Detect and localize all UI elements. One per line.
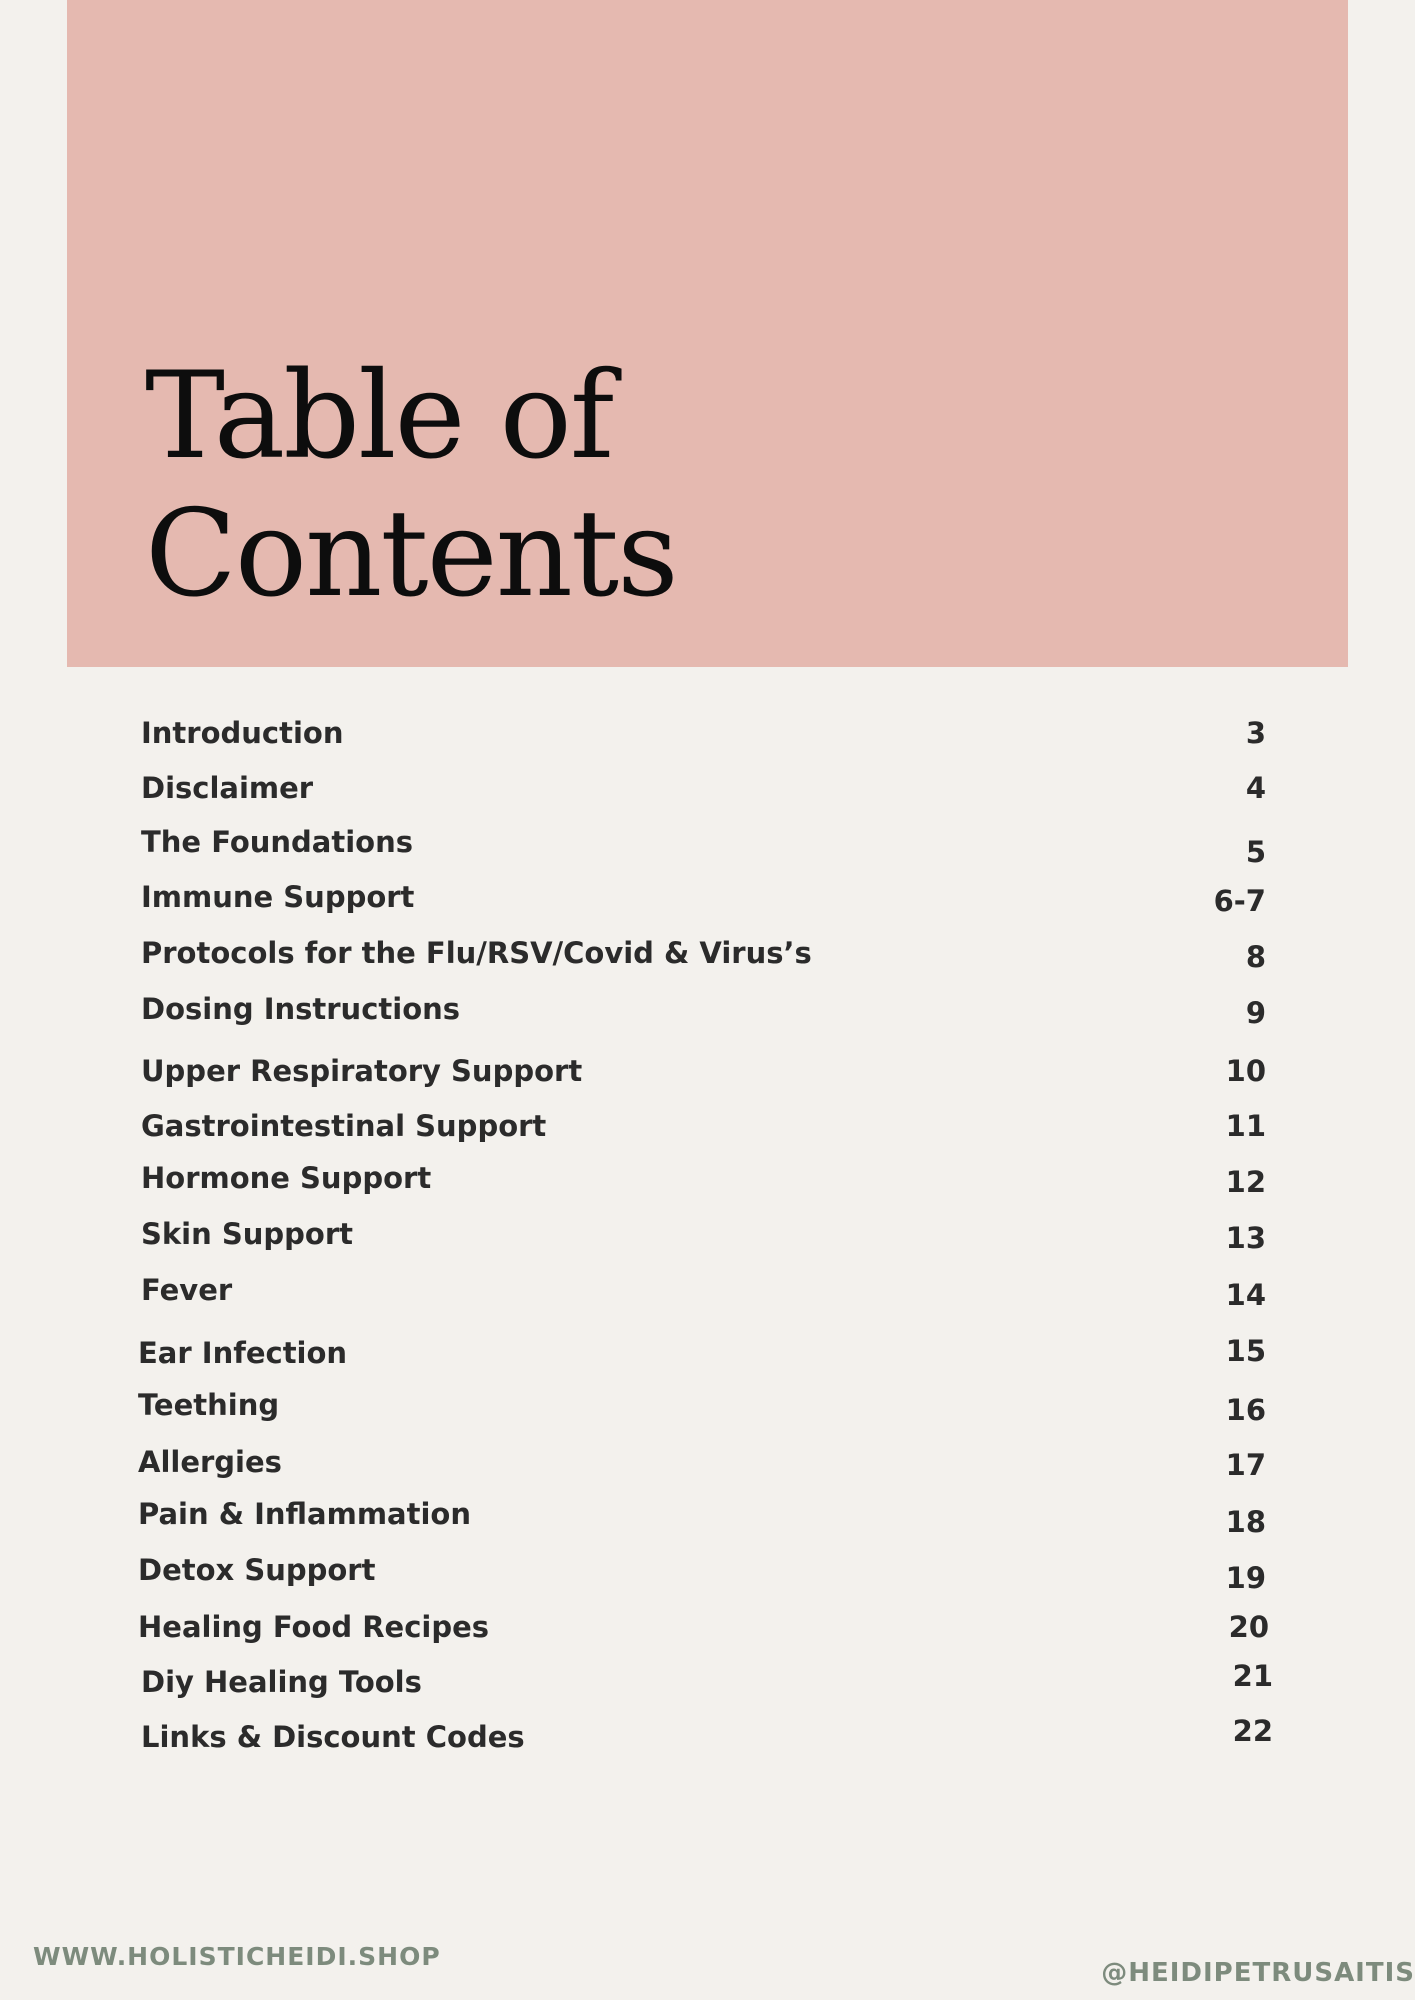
toc-entry-protocols[interactable] (0, 933, 1415, 973)
toc-entry-label: Disclaimer (141, 771, 314, 805)
page-title (145, 348, 677, 624)
toc-entry-hormone-support[interactable] (0, 1158, 1415, 1198)
toc-entry-links-discount-codes[interactable] (0, 1714, 1415, 1757)
toc-entry-label: Teething (138, 1388, 280, 1422)
toc-entry-label: Immune Support (141, 880, 415, 914)
toc-entry-page: 13 (1225, 1221, 1266, 1255)
toc-entry-ear-infection[interactable] (0, 1333, 1415, 1373)
toc-entry-label: Ear Infection (138, 1336, 348, 1370)
toc-entry-page: 21 (1232, 1659, 1273, 1693)
toc-entry-page: 12 (1225, 1165, 1266, 1199)
toc-entry-label: Upper Respiratory Support (141, 1054, 583, 1088)
toc-entry-upper-respiratory-support[interactable] (0, 1051, 1415, 1091)
toc-entry-page: 18 (1225, 1505, 1266, 1539)
toc-entry-label: Pain & Inflammation (138, 1497, 471, 1531)
toc-entry-label: Links & Discount Codes (141, 1720, 525, 1754)
toc-entry-fever[interactable] (0, 1270, 1415, 1310)
toc-entry-introduction[interactable] (0, 713, 1415, 753)
toc-entry-label: Dosing Instructions (141, 992, 461, 1026)
toc-entry-page: 16 (1225, 1393, 1266, 1427)
toc-entry-disclaimer[interactable] (0, 768, 1415, 808)
toc-entry-diy-healing-tools[interactable] (0, 1659, 1415, 1702)
toc-entry-page: 11 (1225, 1109, 1266, 1143)
toc-entry-label: Fever (141, 1273, 233, 1307)
page-title-line-2: Contents (145, 485, 677, 624)
toc-entry-label: Allergies (138, 1445, 282, 1479)
toc-entry-page: 22 (1232, 1714, 1273, 1748)
toc-entry-skin-support[interactable] (0, 1214, 1415, 1254)
toc-entry-healing-food-recipes[interactable] (0, 1607, 1415, 1647)
toc-entry-page: 9 (1245, 996, 1266, 1030)
toc-entry-label: Skin Support (141, 1217, 353, 1251)
toc-entry-label: Hormone Support (141, 1161, 432, 1195)
footer-social-handle[interactable]: @HEIDIPETRUSAITIS (1101, 1958, 1415, 1988)
toc-entry-page: 15 (1225, 1334, 1266, 1368)
toc-entry-label: The Foundations (141, 825, 414, 859)
toc-entry-page: 3 (1245, 716, 1266, 750)
toc-entry-dosing-instructions[interactable] (0, 989, 1415, 1029)
toc-entry-page: 6-7 (1213, 884, 1266, 918)
page-title-line-1: Table of (145, 347, 613, 486)
footer-website-link[interactable]: WWW.HOLISTICHEIDI.SHOP (33, 1942, 441, 1971)
toc-entry-pain-inflammation[interactable] (0, 1494, 1415, 1539)
toc-entry-page: 19 (1225, 1561, 1266, 1595)
toc-entry-label: Healing Food Recipes (138, 1610, 490, 1644)
toc-entry-detox-support[interactable] (0, 1550, 1415, 1595)
toc-entry-teething[interactable] (0, 1385, 1415, 1425)
toc-entry-allergies[interactable] (0, 1442, 1415, 1482)
toc-entry-page: 17 (1225, 1448, 1266, 1482)
toc-entry-label: Diy Healing Tools (141, 1665, 422, 1699)
toc-entry-label: Detox Support (138, 1553, 376, 1587)
toc-entry-label: Protocols for the Flu/RSV/Covid & Virus’s (141, 936, 812, 970)
toc-entry-page: 8 (1245, 940, 1266, 974)
toc-entry-label: Gastrointestinal Support (141, 1109, 547, 1143)
toc-entry-the-foundations[interactable] (0, 822, 1415, 869)
toc-entry-page: 10 (1225, 1054, 1266, 1088)
toc-entry-label: Introduction (141, 716, 344, 750)
toc-entry-gastrointestinal-support[interactable] (0, 1106, 1415, 1146)
toc-entry-immune-support[interactable] (0, 877, 1415, 917)
toc-entry-page: 14 (1225, 1278, 1266, 1312)
toc-entry-page: 20 (1228, 1610, 1269, 1644)
header-color-block (67, 0, 1348, 667)
toc-entry-page: 5 (1245, 835, 1266, 869)
toc-entry-page: 4 (1245, 771, 1266, 805)
